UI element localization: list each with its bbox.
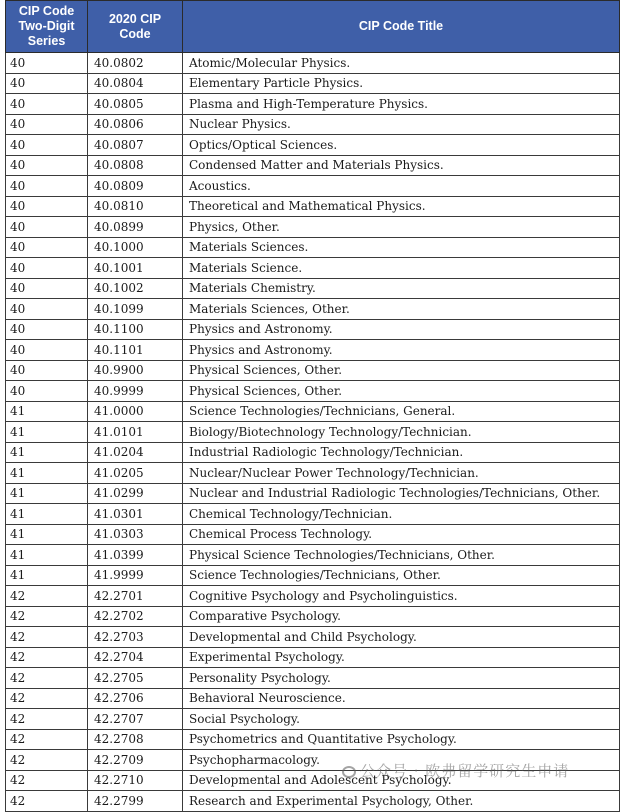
header-row bbox=[6, 1, 620, 53]
cip-code-cell: 40.0805 bbox=[88, 94, 183, 115]
series-cell: 40 bbox=[6, 278, 88, 299]
table-row bbox=[6, 422, 620, 443]
series-cell: 40 bbox=[6, 258, 88, 279]
cip-code-cell: 40.1002 bbox=[88, 278, 183, 299]
cip-code-cell: 42.2704 bbox=[88, 647, 183, 668]
cip-code-cell: 40.1001 bbox=[88, 258, 183, 279]
table-row bbox=[6, 770, 620, 791]
cip-code-cell: 40.0806 bbox=[88, 114, 183, 135]
cip-code-cell: 42.2705 bbox=[88, 668, 183, 689]
cip-code-cell: 42.2707 bbox=[88, 709, 183, 730]
series-cell: 40 bbox=[6, 217, 88, 238]
series-cell: 41 bbox=[6, 545, 88, 566]
series-cell: 41 bbox=[6, 565, 88, 586]
header-cip-title: CIP Code Title bbox=[183, 1, 620, 53]
cip-code-cell: 42.2701 bbox=[88, 586, 183, 607]
series-cell: 42 bbox=[6, 647, 88, 668]
cip-code-cell: 41.0000 bbox=[88, 401, 183, 422]
cip-code-cell: 42.2799 bbox=[88, 791, 183, 812]
cip-title-cell: Psychometrics and Quantitative Psychology. bbox=[183, 729, 620, 750]
series-cell: 42 bbox=[6, 606, 88, 627]
cip-code-cell: 40.1101 bbox=[88, 340, 183, 361]
header-cip-code: 2020 CIP Code bbox=[88, 1, 183, 53]
series-cell: 40 bbox=[6, 319, 88, 340]
table-row bbox=[6, 668, 620, 689]
cip-title-cell: Developmental and Child Psychology. bbox=[183, 627, 620, 648]
table-row bbox=[6, 278, 620, 299]
table-row bbox=[6, 483, 620, 504]
cip-code-cell: 40.9900 bbox=[88, 360, 183, 381]
table-body bbox=[6, 53, 620, 812]
cip-code-cell: 41.0399 bbox=[88, 545, 183, 566]
cip-code-cell: 41.0101 bbox=[88, 422, 183, 443]
cip-code-cell: 40.0810 bbox=[88, 196, 183, 217]
table-row bbox=[6, 627, 620, 648]
series-cell: 40 bbox=[6, 360, 88, 381]
series-cell: 41 bbox=[6, 524, 88, 545]
cip-code-cell: 40.1000 bbox=[88, 237, 183, 258]
table-row bbox=[6, 155, 620, 176]
cip-title-cell: Comparative Psychology. bbox=[183, 606, 620, 627]
series-cell: 42 bbox=[6, 688, 88, 709]
table-row bbox=[6, 729, 620, 750]
table-row bbox=[6, 565, 620, 586]
cip-title-cell: Physics, Other. bbox=[183, 217, 620, 238]
cip-title-cell: Behavioral Neuroscience. bbox=[183, 688, 620, 709]
series-cell: 40 bbox=[6, 237, 88, 258]
cip-title-cell: Physics and Astronomy. bbox=[183, 319, 620, 340]
cip-code-table bbox=[5, 0, 620, 812]
header-two-digit-series: CIP Code Two-Digit Series bbox=[6, 1, 88, 53]
series-cell: 42 bbox=[6, 709, 88, 730]
cip-code-cell: 40.0804 bbox=[88, 73, 183, 94]
watermark-text: 公众号 · 欧弗留学研究生申请 bbox=[360, 762, 570, 780]
table-row bbox=[6, 237, 620, 258]
cip-code-cell: 41.0205 bbox=[88, 463, 183, 484]
cip-title-cell: Nuclear and Industrial Radiologic Technologies/Technicians, Other. bbox=[183, 483, 620, 504]
series-cell: 40 bbox=[6, 53, 88, 74]
cip-code-cell: 42.2710 bbox=[88, 770, 183, 791]
series-cell: 42 bbox=[6, 770, 88, 791]
series-cell: 42 bbox=[6, 729, 88, 750]
series-cell: 42 bbox=[6, 750, 88, 771]
cip-title-cell: Materials Chemistry. bbox=[183, 278, 620, 299]
cip-title-cell: Research and Experimental Psychology, Other. bbox=[183, 791, 620, 812]
cip-title-cell: Optics/Optical Sciences. bbox=[183, 135, 620, 156]
table-row bbox=[6, 442, 620, 463]
cip-title-cell: Physical Science Technologies/Technicians, Other. bbox=[183, 545, 620, 566]
table-row bbox=[6, 73, 620, 94]
cip-code-cell: 41.0301 bbox=[88, 504, 183, 525]
series-cell: 40 bbox=[6, 176, 88, 197]
cip-title-cell: Science Technologies/Technicians, General. bbox=[183, 401, 620, 422]
cip-code-cell: 41.0303 bbox=[88, 524, 183, 545]
cip-title-cell: Plasma and High-Temperature Physics. bbox=[183, 94, 620, 115]
cip-title-cell: Atomic/Molecular Physics. bbox=[183, 53, 620, 74]
table-row bbox=[6, 791, 620, 812]
table-header bbox=[6, 1, 620, 53]
series-cell: 41 bbox=[6, 463, 88, 484]
table-row bbox=[6, 114, 620, 135]
table-row bbox=[6, 463, 620, 484]
cip-code-cell: 40.9999 bbox=[88, 381, 183, 402]
cip-code-cell: 41.0204 bbox=[88, 442, 183, 463]
cip-title-cell: Developmental and Adolescent Psychology. bbox=[183, 770, 620, 791]
table-row bbox=[6, 340, 620, 361]
series-cell: 41 bbox=[6, 422, 88, 443]
table-row bbox=[6, 647, 620, 668]
cip-code-cell: 41.9999 bbox=[88, 565, 183, 586]
cip-title-cell: Materials Science. bbox=[183, 258, 620, 279]
cip-code-cell: 40.0808 bbox=[88, 155, 183, 176]
cip-code-cell: 41.0299 bbox=[88, 483, 183, 504]
series-cell: 42 bbox=[6, 791, 88, 812]
table-row bbox=[6, 217, 620, 238]
series-cell: 42 bbox=[6, 627, 88, 648]
cip-title-cell: Theoretical and Mathematical Physics. bbox=[183, 196, 620, 217]
table-row bbox=[6, 606, 620, 627]
series-cell: 40 bbox=[6, 299, 88, 320]
cip-title-cell: Cognitive Psychology and Psycholinguistics. bbox=[183, 586, 620, 607]
cip-title-cell: Physical Sciences, Other. bbox=[183, 381, 620, 402]
cip-code-cell: 40.1100 bbox=[88, 319, 183, 340]
cip-title-cell: Psychopharmacology. bbox=[183, 750, 620, 771]
table-row bbox=[6, 401, 620, 422]
cip-title-cell: Experimental Psychology. bbox=[183, 647, 620, 668]
series-cell: 40 bbox=[6, 155, 88, 176]
series-cell: 40 bbox=[6, 94, 88, 115]
table-row bbox=[6, 750, 620, 771]
cip-title-cell: Industrial Radiologic Technology/Technician. bbox=[183, 442, 620, 463]
table-row bbox=[6, 360, 620, 381]
cip-code-cell: 42.2703 bbox=[88, 627, 183, 648]
table-row bbox=[6, 586, 620, 607]
table-row bbox=[6, 53, 620, 74]
table-row bbox=[6, 688, 620, 709]
table-row bbox=[6, 524, 620, 545]
cip-title-cell: Elementary Particle Physics. bbox=[183, 73, 620, 94]
series-cell: 40 bbox=[6, 340, 88, 361]
table-row bbox=[6, 196, 620, 217]
cip-title-cell: Materials Sciences. bbox=[183, 237, 620, 258]
table-row bbox=[6, 545, 620, 566]
cip-title-cell: Chemical Technology/Technician. bbox=[183, 504, 620, 525]
cip-title-cell: Chemical Process Technology. bbox=[183, 524, 620, 545]
table-row bbox=[6, 135, 620, 156]
series-cell: 40 bbox=[6, 381, 88, 402]
table-row bbox=[6, 258, 620, 279]
table-row bbox=[6, 709, 620, 730]
cip-title-cell: Personality Psychology. bbox=[183, 668, 620, 689]
cip-title-cell: Biology/Biotechnology Technology/Technician. bbox=[183, 422, 620, 443]
cip-title-cell: Science Technologies/Technicians, Other. bbox=[183, 565, 620, 586]
table-row bbox=[6, 319, 620, 340]
cip-code-cell: 42.2702 bbox=[88, 606, 183, 627]
cip-code-cell: 42.2709 bbox=[88, 750, 183, 771]
cip-code-cell: 40.0807 bbox=[88, 135, 183, 156]
cip-title-cell: Condensed Matter and Materials Physics. bbox=[183, 155, 620, 176]
table-row bbox=[6, 176, 620, 197]
cip-title-cell: Nuclear/Nuclear Power Technology/Technician. bbox=[183, 463, 620, 484]
series-cell: 41 bbox=[6, 483, 88, 504]
cip-code-cell: 40.1099 bbox=[88, 299, 183, 320]
series-cell: 40 bbox=[6, 196, 88, 217]
series-cell: 41 bbox=[6, 401, 88, 422]
cip-title-cell: Acoustics. bbox=[183, 176, 620, 197]
cip-title-cell: Nuclear Physics. bbox=[183, 114, 620, 135]
series-cell: 40 bbox=[6, 114, 88, 135]
series-cell: 40 bbox=[6, 73, 88, 94]
series-cell: 42 bbox=[6, 586, 88, 607]
cip-code-cell: 40.0809 bbox=[88, 176, 183, 197]
cip-title-cell: Materials Sciences, Other. bbox=[183, 299, 620, 320]
table-row bbox=[6, 504, 620, 525]
cip-code-cell: 42.2708 bbox=[88, 729, 183, 750]
cip-code-cell: 40.0899 bbox=[88, 217, 183, 238]
cip-title-cell: Social Psychology. bbox=[183, 709, 620, 730]
series-cell: 41 bbox=[6, 442, 88, 463]
series-cell: 41 bbox=[6, 504, 88, 525]
cip-code-cell: 42.2706 bbox=[88, 688, 183, 709]
table-row bbox=[6, 299, 620, 320]
cip-code-cell: 40.0802 bbox=[88, 53, 183, 74]
table-row bbox=[6, 381, 620, 402]
cip-title-cell: Physical Sciences, Other. bbox=[183, 360, 620, 381]
series-cell: 42 bbox=[6, 668, 88, 689]
table-row bbox=[6, 94, 620, 115]
cip-title-cell: Physics and Astronomy. bbox=[183, 340, 620, 361]
series-cell: 40 bbox=[6, 135, 88, 156]
